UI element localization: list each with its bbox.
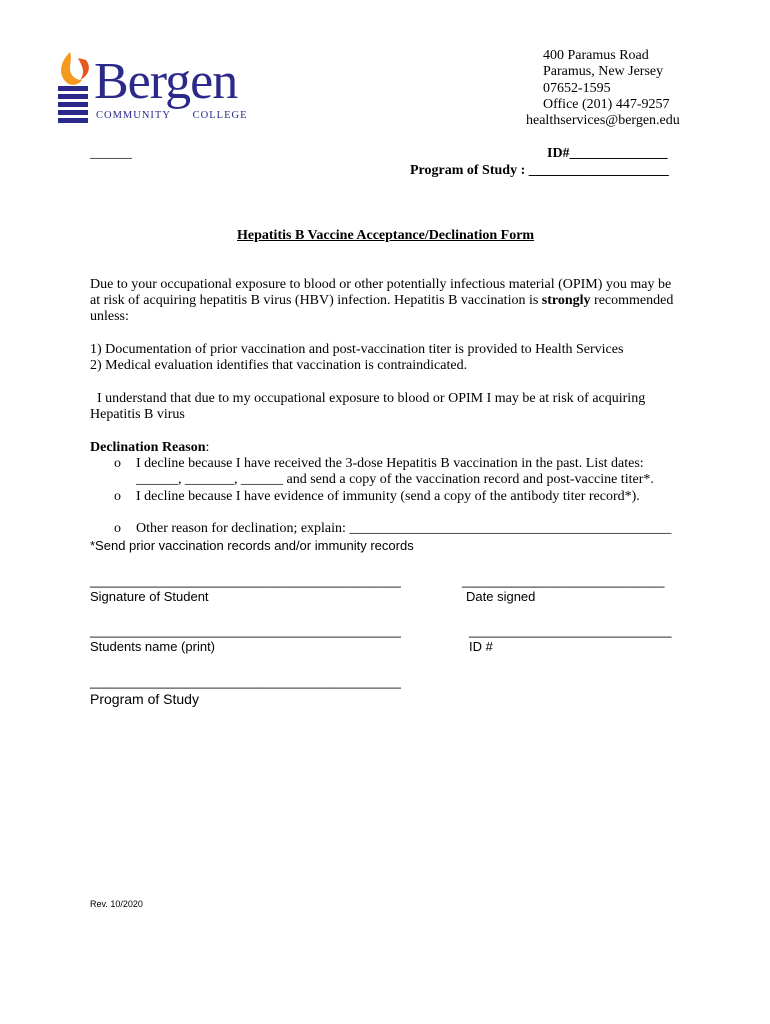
- intro-text-a: at risk of acquiring hepatitis B virus (HBV) infection. Hepatitis B vaccination is: [90, 293, 542, 308]
- address-street: 400 Paramus Road: [543, 48, 649, 63]
- intro-line-3: unless:: [90, 309, 129, 324]
- bergen-logo: [56, 50, 248, 126]
- declination-heading: [90, 440, 209, 456]
- signature-label: Signature of Student: [90, 589, 209, 604]
- revision-date: Rev. 10/2020: [90, 899, 143, 909]
- date-signed-label: Date signed: [466, 589, 536, 604]
- id-line[interactable]: ____________________________: [469, 623, 672, 638]
- signature-line[interactable]: ___________________________________________: [90, 573, 401, 588]
- reason-2-text: I decline because I have evidence of immunity (send a copy of the antibody titer record*).: [136, 489, 640, 504]
- declination-label: Declination Reason: [90, 440, 206, 455]
- reason-3-text[interactable]: Other reason for declination; explain: ______________________________________________: [136, 521, 672, 536]
- reason-3-checkbox[interactable]: o: [114, 521, 121, 536]
- logo-subtitle: [96, 110, 248, 121]
- program-line[interactable]: ___________________________________________: [90, 674, 401, 689]
- intro-text-b: recommended: [590, 293, 674, 308]
- logo-wordmark: Bergen: [94, 53, 238, 110]
- form-title: Hepatitis B Vaccine Acceptance/Declination Form: [237, 228, 535, 243]
- reason-1-line-2[interactable]: ______, _______, ______ and send a copy of the vaccination record and post-vaccine titer*.: [136, 472, 654, 487]
- program-label: Program of Study: [90, 691, 199, 707]
- condition-1: 1) Documentation of prior vaccination and post-vaccination titer is provided to Health Services: [90, 342, 624, 357]
- address-zip: 07652-1595: [543, 80, 611, 96]
- header-program-field[interactable]: Program of Study : ____________________: [410, 163, 669, 178]
- header-id-field[interactable]: ID#______________: [547, 146, 668, 161]
- understand-line-1: I understand that due to my occupational exposure to blood or OPIM I may be at risk of acquiring: [90, 391, 646, 406]
- records-note: *Send prior vaccination records and/or immunity records: [90, 538, 414, 553]
- flame-icon: [56, 50, 96, 126]
- top-blank-line[interactable]: ______: [90, 146, 132, 161]
- reason-1-checkbox[interactable]: o: [114, 456, 121, 471]
- address-city: Paramus, New Jersey: [543, 64, 664, 80]
- reason-1-line-1: I decline because I have received the 3-dose Hepatitis B vaccination in the past. List dates:: [136, 456, 644, 471]
- intro-line-2: [90, 293, 673, 309]
- student-name-label: Students name (print): [90, 639, 216, 654]
- logo-community: COMMUNITY: [96, 110, 171, 121]
- address-block: [526, 48, 726, 129]
- reason-2-checkbox[interactable]: o: [114, 489, 121, 504]
- logo-college: COLLEGE: [192, 110, 248, 121]
- address-office-phone: Office (201) 447-9257: [543, 96, 670, 112]
- student-name-line[interactable]: ___________________________________________: [90, 623, 401, 638]
- intro-strongly: strongly: [541, 293, 591, 308]
- id-label: ID #: [469, 639, 493, 654]
- intro-line-1: Due to your occupational exposure to blood or other potentially infectious material (OPIM) you may be: [90, 277, 672, 292]
- address-email: healthservices@bergen.edu: [526, 113, 680, 129]
- date-signed-line[interactable]: ____________________________: [462, 573, 665, 588]
- understand-line-2: Hepatitis B virus: [90, 407, 185, 422]
- condition-2: 2) Medical evaluation identifies that vaccination is contraindicated.: [90, 358, 468, 373]
- declination-colon: :: [205, 440, 210, 455]
